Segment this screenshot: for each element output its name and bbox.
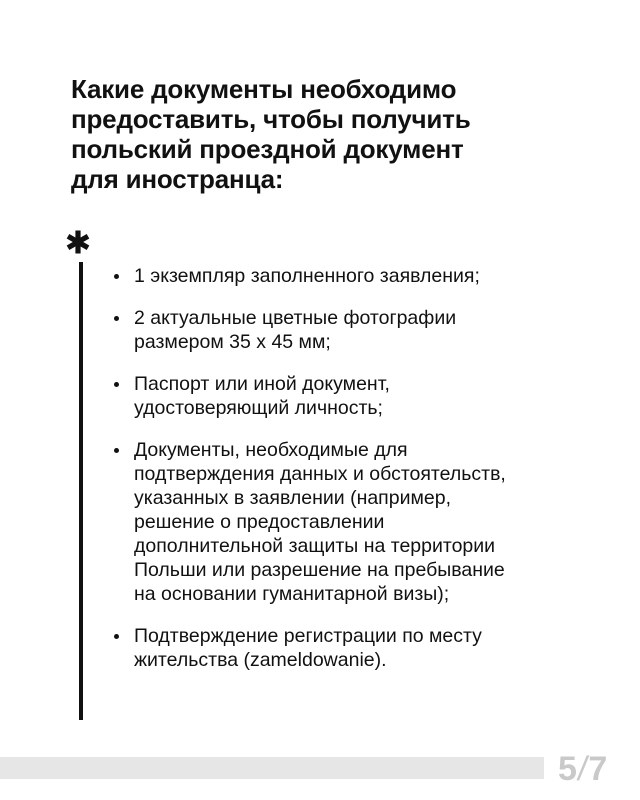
list-item-text: Документы, необходимые для bbox=[134, 439, 408, 461]
list-item bbox=[113, 264, 613, 288]
page-counter bbox=[558, 749, 607, 789]
page-current: 5 bbox=[558, 750, 577, 788]
bullet-icon bbox=[114, 448, 119, 453]
list-item bbox=[113, 624, 613, 672]
list-item bbox=[113, 438, 613, 606]
page-heading bbox=[71, 74, 571, 194]
heading-line: Какие документы необходимо bbox=[71, 74, 457, 104]
heading-line: предоставить, чтобы получить bbox=[71, 104, 471, 134]
vertical-divider bbox=[79, 262, 83, 720]
list-item-text: жительства (zameldowanie). bbox=[134, 649, 387, 671]
asterisk-icon bbox=[64, 228, 92, 256]
footer-progress-bar bbox=[0, 757, 544, 779]
page-total: 7 bbox=[588, 750, 608, 788]
list-item-text: подтверждения данных и обстоятельств, bbox=[134, 463, 506, 485]
list-item-text: Подтверждение регистрации по месту bbox=[134, 625, 482, 647]
list-item-text: Паспорт или иной документ, bbox=[134, 373, 390, 395]
list-item-text: удостоверяющий личность; bbox=[134, 397, 383, 419]
list-item-text: дополнительной защиты на территории bbox=[134, 535, 496, 557]
list-item-text: 1 экземпляр заполненного заявления; bbox=[134, 265, 480, 287]
page-separator: / bbox=[575, 750, 591, 788]
list-item-text: размером 35 х 45 мм; bbox=[134, 331, 331, 353]
bullet-icon bbox=[114, 316, 119, 321]
documents-list bbox=[113, 264, 613, 690]
heading-line: польский проездной документ bbox=[71, 134, 464, 164]
list-item-text: решение о предоставлении bbox=[134, 511, 385, 533]
list-item-text: на основании гуманитарной визы); bbox=[134, 583, 450, 605]
list-item-text: указанных в заявлении (например, bbox=[134, 487, 451, 509]
list-item bbox=[113, 306, 613, 354]
list-item-text: 2 актуальные цветные фотографии bbox=[134, 307, 457, 329]
list-item bbox=[113, 372, 613, 420]
bullet-icon bbox=[114, 634, 119, 639]
heading-line: для иностранца: bbox=[71, 164, 284, 194]
bullet-icon bbox=[114, 382, 119, 387]
list-item-text: Польши или разрешение на пребывание bbox=[134, 559, 505, 581]
bullet-icon bbox=[114, 274, 119, 279]
